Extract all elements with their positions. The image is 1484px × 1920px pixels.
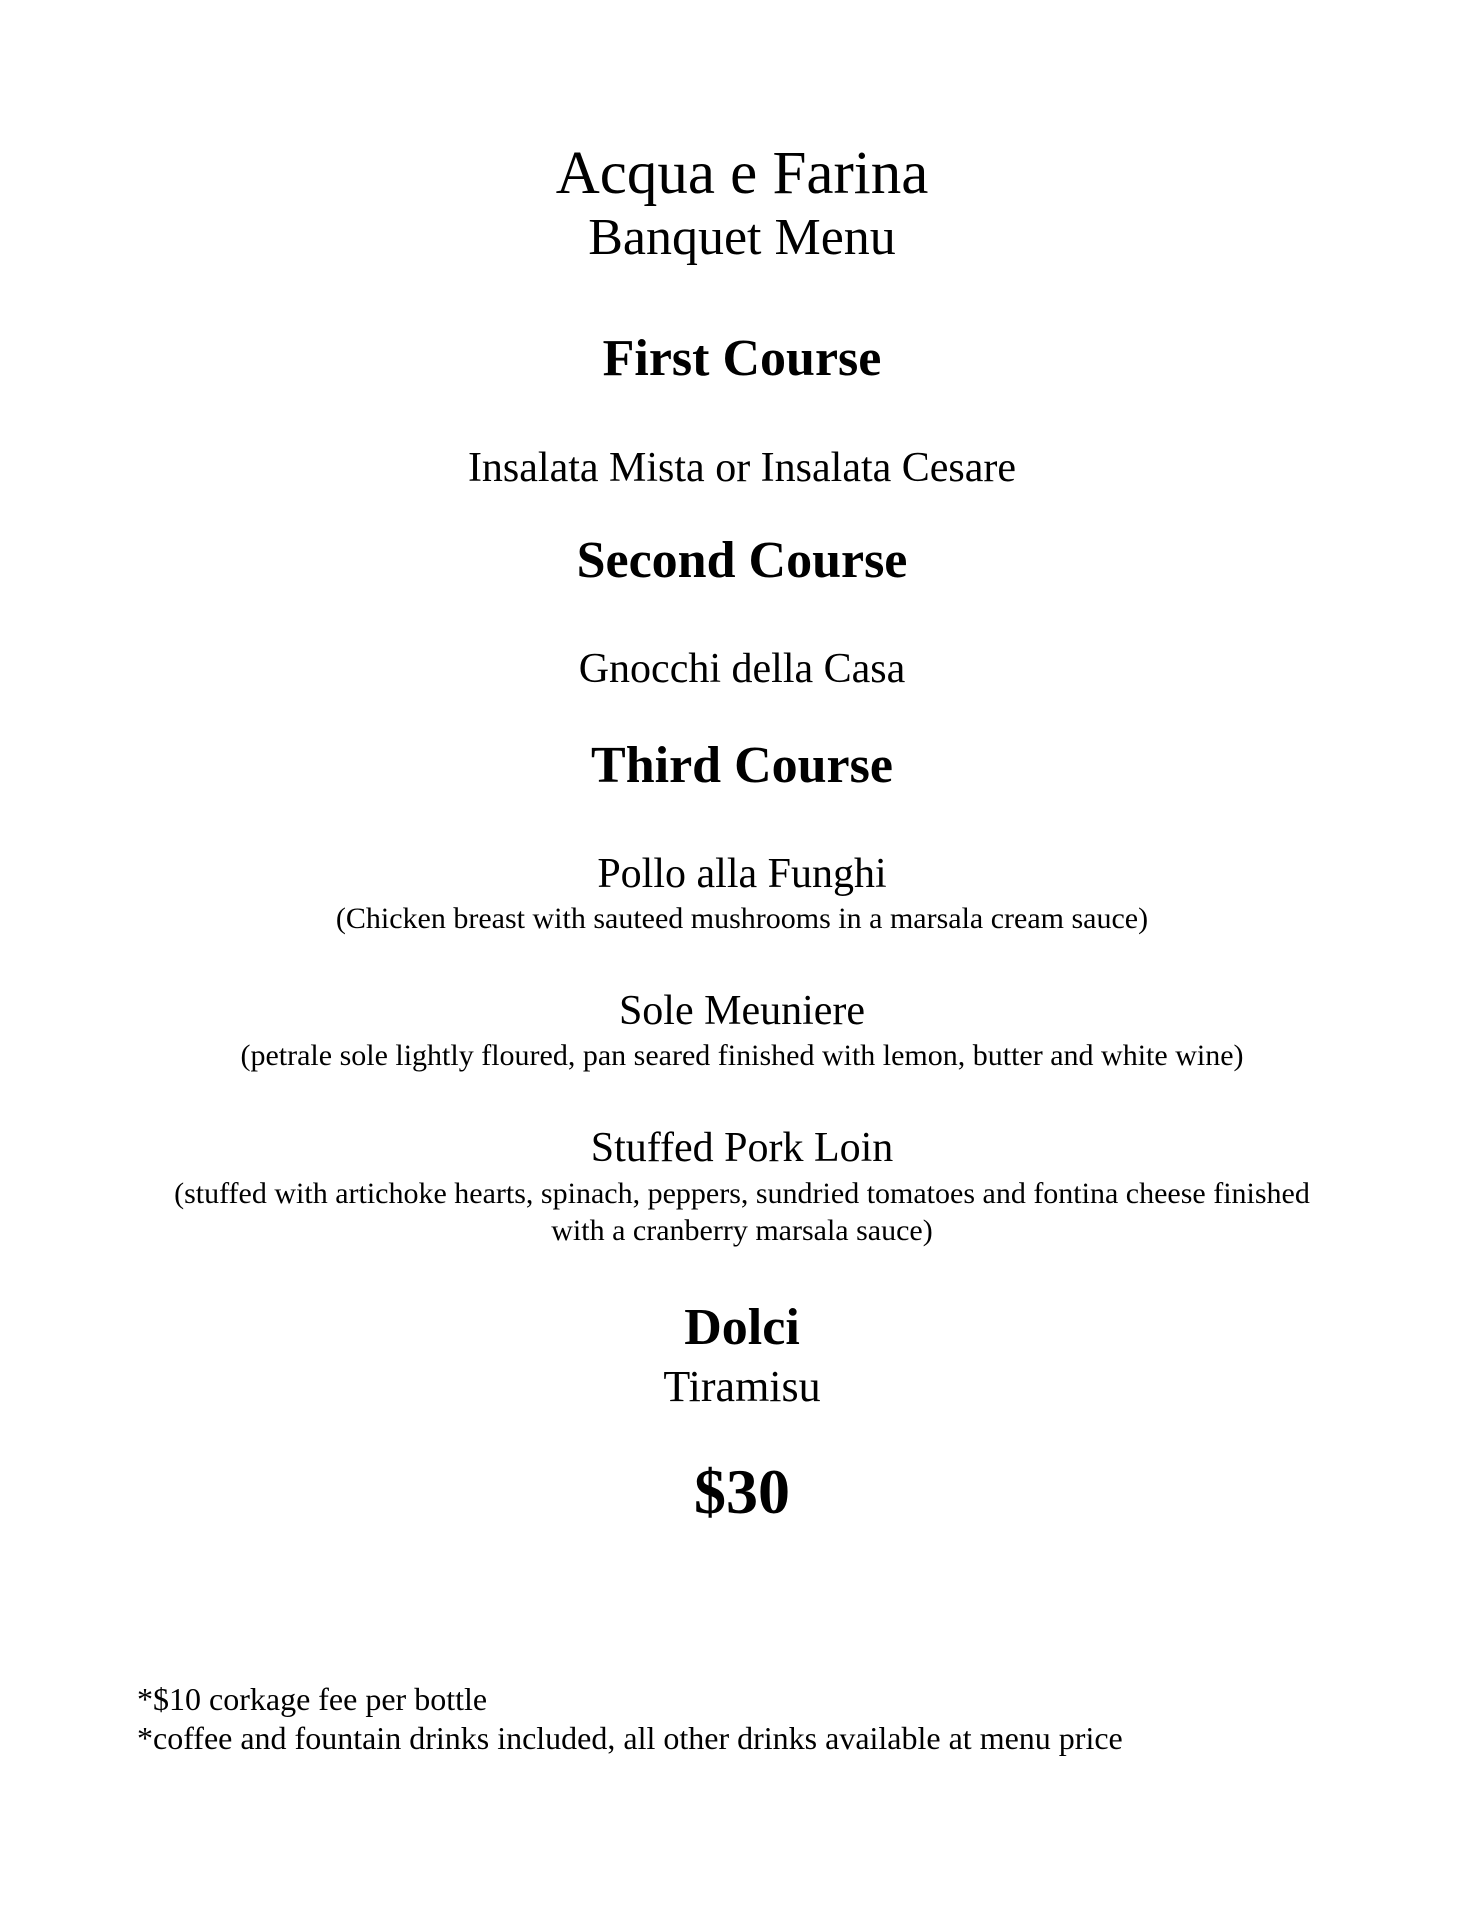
third-course-dish-3-description-line-1: (stuffed with artichoke hearts, spinach, peppers, sundried tomatoes and fontina cheese finished bbox=[174, 1177, 1310, 1210]
third-course-dish-3-description bbox=[0, 1175, 1484, 1249]
third-course-dish-2: Sole Meuniere bbox=[618, 988, 866, 1034]
third-course-dish-1-description: (Chicken breast with sauteed mushrooms in a marsala cream sauce) bbox=[335, 902, 1149, 935]
first-course-heading: First Course bbox=[602, 330, 882, 387]
second-course-dish: Gnocchi della Casa bbox=[578, 646, 906, 692]
first-course-dish: Insalata Mista or Insalata Cesare bbox=[467, 445, 1017, 491]
third-course-dish-2-description: (petrale sole lightly floured, pan seared finished with lemon, butter and white wine) bbox=[240, 1039, 1244, 1072]
second-course-heading: Second Course bbox=[576, 532, 908, 589]
footnote-corkage: *$10 corkage fee per bottle bbox=[137, 1681, 488, 1717]
third-course-dish-3-description-line-2: with a cranberry marsala sauce) bbox=[551, 1214, 933, 1247]
third-course-dish-3: Stuffed Pork Loin bbox=[590, 1125, 894, 1171]
third-course-heading: Third Course bbox=[591, 737, 893, 794]
dolci-heading: Dolci bbox=[684, 1299, 800, 1356]
menu-subtitle: Banquet Menu bbox=[588, 209, 896, 266]
third-course-dish-1: Pollo alla Funghi bbox=[597, 851, 887, 897]
menu-price: $30 bbox=[694, 1456, 790, 1527]
dolci-dish: Tiramisu bbox=[663, 1362, 821, 1411]
footnotes bbox=[137, 1680, 1123, 1758]
footnote-drinks: *coffee and fountain drinks included, all other drinks available at menu price bbox=[137, 1720, 1123, 1756]
restaurant-name: Acqua e Farina bbox=[555, 140, 929, 207]
